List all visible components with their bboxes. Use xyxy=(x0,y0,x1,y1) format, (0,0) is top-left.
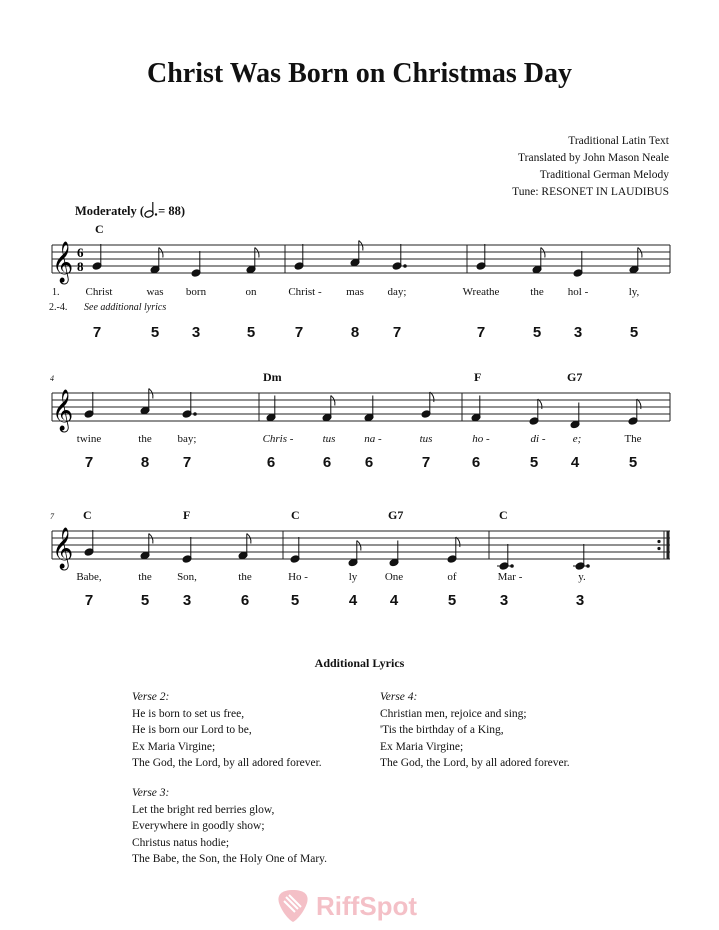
harmonica-hole: 8 xyxy=(350,324,360,341)
harmonica-hole: 3 xyxy=(191,324,201,341)
lyric-syllable: One xyxy=(384,571,404,583)
chord-symbol: Dm xyxy=(263,370,282,384)
verse-block xyxy=(132,689,322,772)
harmonica-hole: 7 xyxy=(392,324,402,341)
additional-verse-numbers: 2.-4. xyxy=(49,302,68,313)
tempo-label: Moderately xyxy=(75,204,137,218)
chord-symbol: F xyxy=(474,370,482,384)
lyric-syllable: twine xyxy=(76,433,102,445)
lyric-syllable: y. xyxy=(578,571,586,583)
chord-symbol: F xyxy=(183,508,191,522)
chord-symbol: C xyxy=(499,508,508,522)
harmonica-hole: 3 xyxy=(182,592,192,609)
time-signature: 6 xyxy=(77,245,84,260)
credit-tune: Tune: RESONET IN LAUDIBUS xyxy=(512,186,669,198)
measure-number: 7 xyxy=(50,512,54,521)
lyric-syllable: tus xyxy=(419,433,433,445)
treble-clef-icon: 𝄞 xyxy=(52,390,74,431)
harmonica-hole: 5 xyxy=(629,324,639,341)
verse-line: He is born to set us free, xyxy=(132,707,245,720)
measure-number: 4 xyxy=(50,374,54,383)
time-signature: 8 xyxy=(77,259,84,274)
guitar-pick-icon xyxy=(276,888,310,924)
lyric-syllable: Christ xyxy=(85,286,113,298)
lyric-syllable: mas xyxy=(346,286,364,298)
lyric-syllable: the xyxy=(138,571,152,583)
harmonica-hole: 7 xyxy=(84,592,94,609)
tempo-bpm: = 88 xyxy=(158,204,181,218)
harmonica-hole: 7 xyxy=(421,454,431,471)
verse-label: Verse 2: xyxy=(132,691,170,703)
lyric-syllable: Ho - xyxy=(288,571,308,583)
lyric-syllable: was xyxy=(146,286,164,298)
lyric-syllable: Wreathe xyxy=(462,286,500,298)
harmonica-hole: 7 xyxy=(294,324,304,341)
harmonica-hole: 7 xyxy=(476,324,486,341)
harmonica-hole: 7 xyxy=(92,324,102,341)
verse-line: Christus natus hodie; xyxy=(132,836,230,849)
tempo-marking: Moderately ( = 88) xyxy=(75,204,185,218)
verse-line: The God, the Lord, by all adored forever. xyxy=(380,757,570,769)
harmonica-hole: 5 xyxy=(290,592,300,609)
verse-line: 'Tis the birthday of a King, xyxy=(380,724,504,736)
lyric-syllable: born xyxy=(185,286,207,298)
harmonica-hole: 3 xyxy=(573,324,583,341)
harmonica-hole: 3 xyxy=(575,592,585,609)
harmonica-hole: 4 xyxy=(348,592,358,609)
lyric-syllable: ho - xyxy=(472,433,490,445)
lyric-syllable: tus xyxy=(322,433,336,445)
treble-clef-icon: 𝄞 xyxy=(52,242,74,283)
lyric-syllable: the xyxy=(530,286,544,298)
lyric-syllable: Chris - xyxy=(262,433,294,445)
verse-line: The God, the Lord, by all adored forever. xyxy=(132,757,322,769)
lyric-syllable: bay; xyxy=(177,433,197,445)
harmonica-hole: 6 xyxy=(240,592,250,609)
harmonica-hole: 4 xyxy=(389,592,399,609)
credit-translator: Translated by John Mason Neale xyxy=(518,152,669,164)
harmonica-hole: 6 xyxy=(364,454,374,471)
riffspot-logo xyxy=(276,888,417,924)
treble-clef-icon: 𝄞 xyxy=(52,528,74,569)
additional-lyrics-hint: See additional lyrics xyxy=(84,302,167,313)
lyric-syllable: di - xyxy=(530,433,546,445)
verse-line: Ex Maria Virgine; xyxy=(132,740,216,753)
harmonica-hole: 5 xyxy=(246,324,256,341)
verse-label: Verse 3: xyxy=(132,787,170,799)
harmonica-hole: 5 xyxy=(532,324,542,341)
verse-number: 1. xyxy=(52,287,60,298)
lyric-syllable: The xyxy=(624,433,642,445)
repeat-dot xyxy=(657,547,660,550)
harmonica-hole: 4 xyxy=(570,454,580,471)
song-title: Christ Was Born on Christmas Day xyxy=(147,58,572,89)
chord-symbol: C xyxy=(291,508,300,522)
lyric-syllable: Mar - xyxy=(497,571,523,583)
lyric-syllable: na - xyxy=(364,433,382,445)
additional-lyrics-heading: Additional Lyrics xyxy=(314,656,405,670)
lyric-syllable: e; xyxy=(572,433,582,445)
lyric-syllable: ly xyxy=(348,571,358,583)
lyric-syllable: Babe, xyxy=(76,571,102,583)
harmonica-hole: 5 xyxy=(628,454,638,471)
verse-line: The Babe, the Son, the Holy One of Mary. xyxy=(132,853,328,865)
repeat-dot xyxy=(657,540,660,543)
harmonica-hole: 7 xyxy=(84,454,94,471)
logo-text: RiffSpot xyxy=(316,890,418,921)
lyric-syllable: day; xyxy=(387,286,407,298)
harmonica-hole: 5 xyxy=(140,592,150,609)
lyric-syllable: Son, xyxy=(177,571,197,583)
chord-symbol: G7 xyxy=(567,370,583,384)
verse-line: He is born our Lord to be, xyxy=(132,724,252,736)
lyric-syllable: the xyxy=(138,433,152,445)
verse-line: Everywhere in goodly show; xyxy=(132,820,265,832)
lyric-syllable: ly, xyxy=(628,286,640,298)
lyric-syllable: of xyxy=(447,571,457,583)
verse-line: Ex Maria Virgine; xyxy=(380,740,464,753)
verse-label: Verse 4: xyxy=(380,691,418,703)
lyric-syllable: the xyxy=(238,571,252,583)
harmonica-hole: 5 xyxy=(150,324,160,341)
chord-symbol: C xyxy=(95,222,104,236)
harmonica-hole: 8 xyxy=(140,454,150,471)
lyric-syllable: Christ - xyxy=(288,286,322,298)
harmonica-hole: 3 xyxy=(499,592,509,609)
harmonica-hole: 6 xyxy=(322,454,332,471)
lyric-syllable: on xyxy=(245,286,257,298)
tempo-paren-open: ( xyxy=(139,204,145,218)
chord-symbol: C xyxy=(83,508,92,522)
verse-block xyxy=(132,785,327,868)
verse-line: Christian men, rejoice and sing; xyxy=(380,707,527,720)
harmonica-hole: 5 xyxy=(447,592,457,609)
harmonica-hole: 6 xyxy=(471,454,481,471)
credit-text: Traditional Latin Text xyxy=(568,135,669,147)
harmonica-hole: 7 xyxy=(182,454,192,471)
verse-block xyxy=(380,689,570,772)
harmonica-hole: 5 xyxy=(529,454,539,471)
credit-melody: Traditional German Melody xyxy=(539,169,669,181)
harmonica-hole: 6 xyxy=(266,454,276,471)
chord-symbol: G7 xyxy=(388,508,404,522)
lyric-syllable: hol - xyxy=(567,286,589,298)
verse-line: Let the bright red berries glow, xyxy=(132,803,275,816)
